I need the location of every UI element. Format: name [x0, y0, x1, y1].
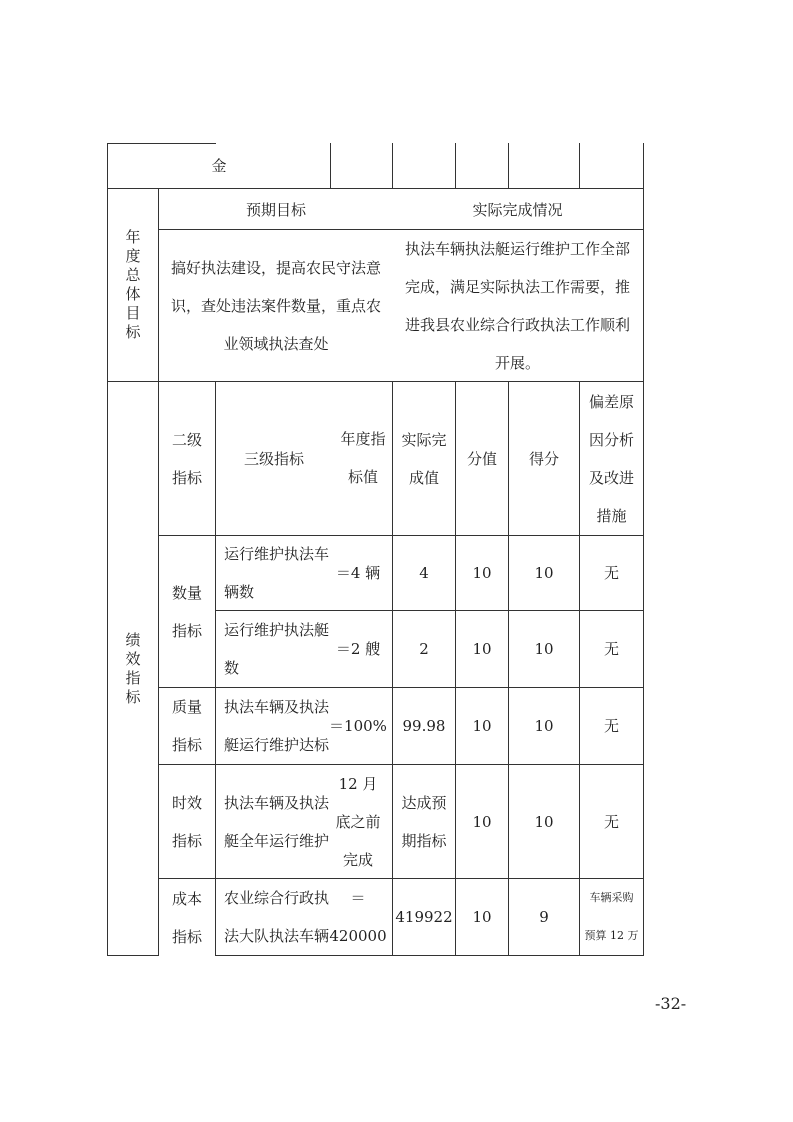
indicator-text: 艇全年运行维护 [224, 831, 330, 850]
actual-value-cell-text: 期指标 [401, 831, 447, 850]
header-text: 标值 [347, 468, 378, 486]
header-text: 指标 [171, 468, 202, 487]
expected-header-cell [158, 188, 393, 230]
empty-cell [392, 143, 456, 189]
header-target [332, 420, 394, 496]
header-actual [392, 381, 456, 536]
header-text: 分值 [466, 450, 497, 468]
target-text: 完成 [342, 850, 373, 869]
score-cell-text: 9 [539, 908, 549, 926]
indicator-name [224, 611, 329, 687]
indicator-text: 辆数 [224, 583, 255, 601]
page-number: -32- [655, 994, 687, 1013]
group-text: 指标 [171, 621, 202, 640]
actual-value-cell-text: 99.98 [402, 717, 446, 735]
group-text: 指标 [171, 927, 202, 946]
indicator-text: 艇运行维护达标 [224, 736, 330, 754]
target-text: 12 月 [338, 774, 378, 793]
expected-header: 预期目标 [245, 200, 306, 219]
group-text: 成本 [171, 889, 202, 908]
group-quality [158, 687, 216, 765]
deviation-cell [579, 610, 644, 688]
text-line: 搞好执法建设，提高农民守法意 [170, 258, 381, 277]
indicator-text: 执法车辆及执法 [224, 793, 330, 812]
score-value-cell [455, 535, 509, 611]
target-text: 底之前 [335, 812, 381, 831]
header-text: 成值 [408, 468, 439, 487]
deviation-cell-text: 无 [603, 640, 619, 658]
score-value-cell-text: 10 [472, 564, 492, 582]
target-value [328, 879, 388, 955]
score-cell-text: 10 [534, 717, 554, 735]
target-value [328, 554, 388, 592]
target-text: ＝ [350, 889, 366, 907]
header-text: 年度指 [340, 430, 386, 448]
score-cell-text: 10 [534, 640, 554, 658]
header-text: 偏差原 [588, 392, 634, 411]
header-level3: 三级指标 [243, 450, 304, 468]
indicator-cell [215, 687, 393, 765]
annual-goal-label-cell [107, 188, 159, 382]
header-text: 实际完 [401, 430, 447, 449]
group-text: 指标 [171, 736, 202, 754]
empty-cell [330, 143, 393, 189]
deviation-cell-text: 车辆采购 [589, 891, 634, 904]
indicator-text: 运行维护执法艇 [224, 621, 330, 639]
deviation-cell-text: 无 [603, 717, 619, 735]
indicator-text: 数 [224, 659, 240, 677]
indicator-cell [215, 764, 393, 879]
group-quantity [158, 535, 216, 688]
score-value-cell [455, 687, 509, 765]
header-text: 二级 [171, 430, 202, 449]
actual-goal-cell [392, 229, 644, 382]
target-value [328, 630, 388, 668]
header-score [508, 381, 580, 536]
actual-header-cell [392, 188, 644, 230]
expected-goal-cell [158, 229, 393, 382]
target-value [328, 707, 388, 745]
score-value-cell [455, 610, 509, 688]
header-text: 因分析 [588, 430, 634, 449]
header-level3-target [215, 381, 393, 536]
deviation-cell [579, 687, 644, 765]
indicator-cell [215, 878, 393, 956]
actual-value-cell [392, 764, 456, 879]
indicator-name [224, 879, 329, 955]
indicator-text: 运行维护执法车 [224, 545, 330, 563]
text-line: 业领域执法查处 [223, 334, 329, 353]
empty-cell [508, 143, 580, 189]
header-text: 得分 [528, 450, 559, 468]
score-value-cell-text: 10 [472, 908, 492, 926]
actual-value-cell [392, 878, 456, 956]
group-cost [158, 878, 216, 956]
text-line: 完成，满足实际执法工作需要，推 [404, 277, 630, 296]
score-cell [508, 535, 580, 611]
performance-label-cell [107, 381, 159, 956]
score-cell [508, 764, 580, 879]
actual-value-cell-text: 2 [419, 640, 429, 658]
score-value-cell [455, 878, 509, 956]
group-text: 时效 [171, 793, 202, 812]
score-cell-text: 10 [534, 812, 554, 831]
header-text: 措施 [596, 506, 627, 525]
actual-header: 实际完成情况 [472, 200, 563, 219]
deviation-cell-text: 预算 12 万 [584, 929, 639, 942]
performance-label: 绩效指标 [125, 630, 141, 706]
score-cell [508, 878, 580, 956]
indicator-text: 执法车辆及执法 [224, 698, 330, 716]
score-cell-text: 10 [534, 564, 554, 582]
group-text: 质量 [171, 698, 202, 716]
header-deviation [579, 381, 644, 536]
header-score-value [455, 381, 509, 536]
score-value-cell-text: 10 [472, 717, 492, 735]
deviation-cell [579, 764, 644, 879]
indicator-cell [215, 610, 393, 688]
target-value [328, 765, 388, 879]
actual-value-cell [392, 535, 456, 611]
text-line: 执法车辆执法艇运行维护工作全部 [404, 239, 630, 258]
annual-goal-label: 年度总体目标 [125, 228, 141, 341]
indicator-name [224, 535, 329, 611]
actual-value-cell [392, 687, 456, 765]
fund-label-cell [107, 143, 331, 189]
target-text: 420000 [329, 927, 387, 945]
empty-cell [579, 143, 644, 189]
target-text: ＝2 艘 [335, 640, 381, 658]
deviation-cell-text: 无 [603, 812, 619, 831]
target-text: ＝100% [329, 717, 387, 735]
indicator-text: 法大队执法车辆 [224, 927, 330, 945]
indicator-cell [215, 535, 393, 611]
group-timeliness [158, 764, 216, 879]
text-line: 识，查处违法案件数量，重点农 [170, 296, 381, 315]
deviation-cell-text: 无 [603, 564, 619, 582]
score-cell [508, 610, 580, 688]
indicator-name [224, 784, 329, 860]
header-level2 [158, 381, 216, 536]
indicator-text: 农业综合行政执 [224, 889, 330, 907]
group-text: 数量 [171, 583, 202, 602]
score-value-cell-text: 10 [472, 812, 492, 831]
actual-value-cell-text: 4 [419, 564, 429, 582]
group-text: 指标 [171, 831, 202, 850]
actual-value-cell-text: 419922 [395, 908, 453, 926]
header-text: 及改进 [588, 468, 634, 487]
actual-value-cell-text: 达成预 [401, 793, 447, 812]
fund-label: 金 [211, 157, 227, 175]
actual-value-cell [392, 610, 456, 688]
deviation-cell [579, 878, 644, 956]
score-value-cell-text: 10 [472, 640, 492, 658]
target-text: ＝4 辆 [335, 564, 381, 582]
deviation-cell [579, 535, 644, 611]
empty-cell [455, 143, 509, 189]
indicator-name [224, 688, 329, 764]
text-line: 进我县农业综合行政执法工作顺利 [404, 315, 630, 334]
score-cell [508, 687, 580, 765]
text-line: 开展。 [494, 353, 540, 372]
score-value-cell [455, 764, 509, 879]
